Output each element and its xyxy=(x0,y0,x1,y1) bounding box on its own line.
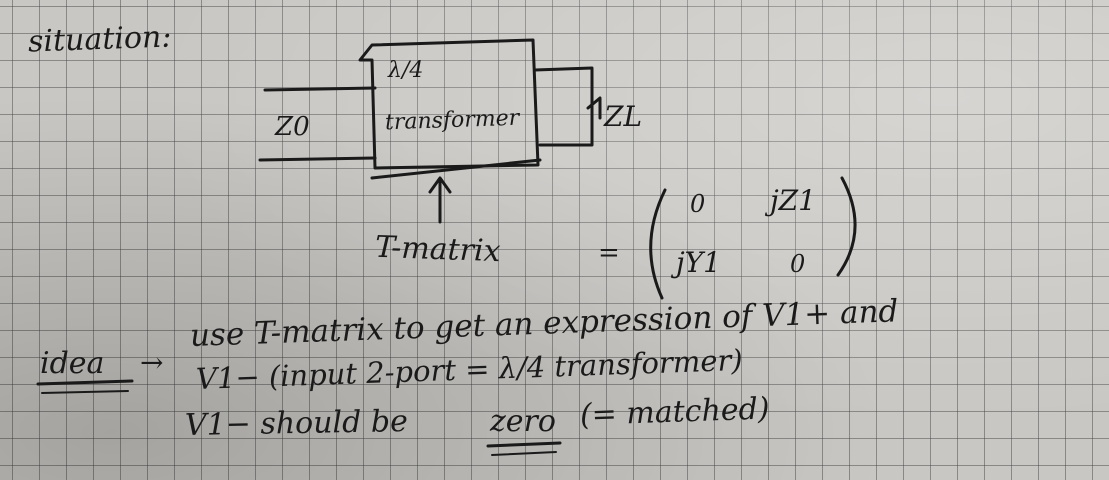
idea-line-3-zero: zero xyxy=(490,404,556,439)
matrix-right-bracket xyxy=(838,178,855,275)
source-impedance-label: Z0 xyxy=(275,112,310,142)
quarter-wave-label: λ/4 xyxy=(388,58,424,83)
load-wires xyxy=(535,68,592,145)
zero-underline xyxy=(488,443,560,446)
zero-underline-2 xyxy=(492,452,556,455)
idea-line-1: use T-matrix to get an expression of V1+ and xyxy=(189,293,899,354)
idea-label: idea xyxy=(40,346,105,381)
transformer-block xyxy=(360,40,538,168)
idea-arrow: → xyxy=(140,346,164,379)
t-matrix-label: T-matrix xyxy=(374,229,502,270)
idea-underline-2 xyxy=(42,391,128,393)
idea-line-2: V1− (input 2-port = λ/4 transformer) xyxy=(195,342,744,396)
heading: situation: xyxy=(27,19,172,60)
matrix-m22: 0 xyxy=(790,250,806,278)
matrix-m21: jY1 xyxy=(676,246,721,279)
idea-underline xyxy=(38,381,132,384)
load-arrow xyxy=(588,98,600,118)
source-line-bottom xyxy=(260,158,375,160)
matrix-left-bracket xyxy=(651,190,665,298)
matrix-m11: 0 xyxy=(690,190,706,218)
idea-line-3-suffix: (= matched) xyxy=(579,391,771,433)
source-line-top xyxy=(265,88,375,90)
load-impedance-label: ZL xyxy=(604,100,643,133)
matrix-equals: = xyxy=(598,238,620,268)
matrix-m12: jZ1 xyxy=(770,184,816,217)
idea-line-3-prefix: V1− should be xyxy=(184,404,409,443)
transformer-label: transformer xyxy=(384,105,520,136)
